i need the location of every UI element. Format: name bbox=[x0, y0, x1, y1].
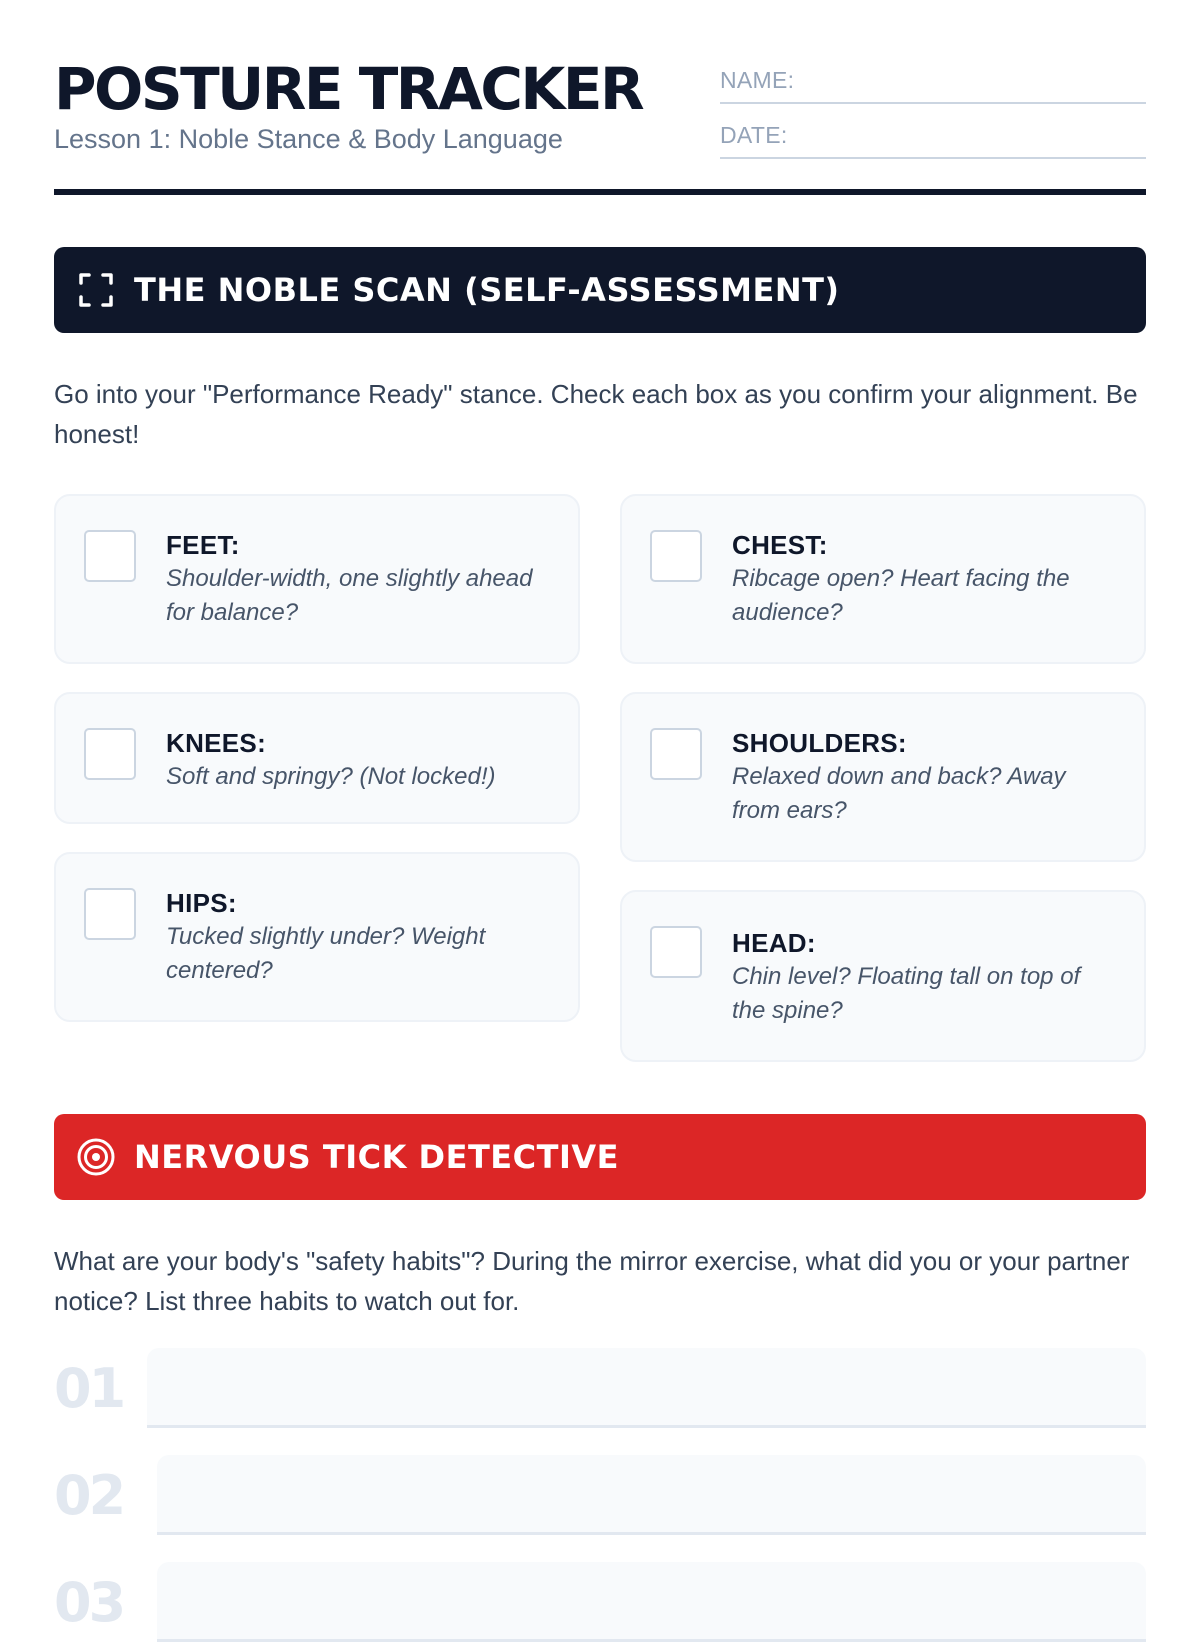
checklist-item-desc: Soft and springy? (Not locked!) bbox=[166, 763, 496, 790]
nervous-tick-instructions: What are your body's "safety habits"? During the mirror exercise, what did you or your partner notice? List three habits to watch out for. bbox=[54, 1246, 1130, 1316]
target-icon bbox=[76, 1137, 116, 1177]
checklist-item-desc: Relaxed down and back? Away from ears? bbox=[732, 763, 1066, 824]
scan-icon bbox=[76, 270, 116, 310]
hips-checkbox[interactable] bbox=[84, 888, 136, 940]
checklist-item-desc: Shoulder-width, one slightly ahead for balance? bbox=[166, 565, 533, 626]
nervous-tick-title: NERVOUS TICK DETECTIVE bbox=[134, 1138, 619, 1176]
checklist-item-shoulders[interactable] bbox=[620, 692, 1146, 862]
name-field[interactable] bbox=[720, 64, 1146, 104]
habit-number: 01 bbox=[54, 1357, 124, 1420]
checklist-right-column bbox=[620, 494, 1146, 1090]
checklist-item-title: KNEES: bbox=[166, 728, 267, 758]
checklist-item-desc: Tucked slightly under? Weight centered? bbox=[166, 923, 486, 984]
checklist-item-title: HEAD: bbox=[732, 928, 816, 958]
checklist-item-title: HIPS: bbox=[166, 888, 237, 918]
noble-scan-banner bbox=[54, 247, 1146, 333]
page-title: POSTURE TRACKER bbox=[54, 55, 643, 123]
habit-number: 03 bbox=[54, 1571, 124, 1634]
checklist-item-title: FEET: bbox=[166, 530, 240, 560]
checklist-item-chest[interactable] bbox=[620, 494, 1146, 664]
habit-input-2[interactable] bbox=[157, 1455, 1146, 1535]
checklist-item-desc: Ribcage open? Heart facing the audience? bbox=[732, 565, 1070, 626]
date-field[interactable] bbox=[720, 119, 1146, 159]
shoulders-checkbox[interactable] bbox=[650, 728, 702, 780]
checklist-item-head[interactable] bbox=[620, 890, 1146, 1062]
habit-input-3[interactable] bbox=[157, 1562, 1146, 1642]
checklist-item-title: CHEST: bbox=[732, 530, 828, 560]
checklist-item-desc: Chin level? Floating tall on top of the spine? bbox=[732, 963, 1081, 1024]
date-label: DATE: bbox=[720, 122, 788, 148]
checklist-item-title: SHOULDERS: bbox=[732, 728, 907, 758]
habit-row bbox=[54, 1455, 1146, 1535]
habit-row bbox=[54, 1562, 1146, 1642]
checklist-left-column bbox=[54, 494, 580, 1050]
noble-scan-instructions: Go into your "Performance Ready" stance. Check each box as you confirm your alignment. Be honest! bbox=[54, 379, 1138, 449]
name-label: NAME: bbox=[720, 67, 795, 93]
head-checkbox[interactable] bbox=[650, 926, 702, 978]
worksheet-header bbox=[54, 0, 1146, 195]
page-subtitle: Lesson 1: Noble Stance & Body Language bbox=[54, 124, 563, 154]
checklist-item-knees[interactable] bbox=[54, 692, 580, 824]
chest-checkbox[interactable] bbox=[650, 530, 702, 582]
feet-checkbox[interactable] bbox=[84, 530, 136, 582]
habit-row bbox=[54, 1348, 1146, 1428]
checklist-item-feet[interactable] bbox=[54, 494, 580, 664]
noble-scan-title: THE NOBLE SCAN (SELF-ASSESSMENT) bbox=[134, 271, 840, 309]
habit-input-1[interactable] bbox=[147, 1348, 1146, 1428]
habit-number: 02 bbox=[54, 1464, 124, 1527]
checklist-item-hips[interactable] bbox=[54, 852, 580, 1022]
knees-checkbox[interactable] bbox=[84, 728, 136, 780]
nervous-tick-banner bbox=[54, 1114, 1146, 1200]
